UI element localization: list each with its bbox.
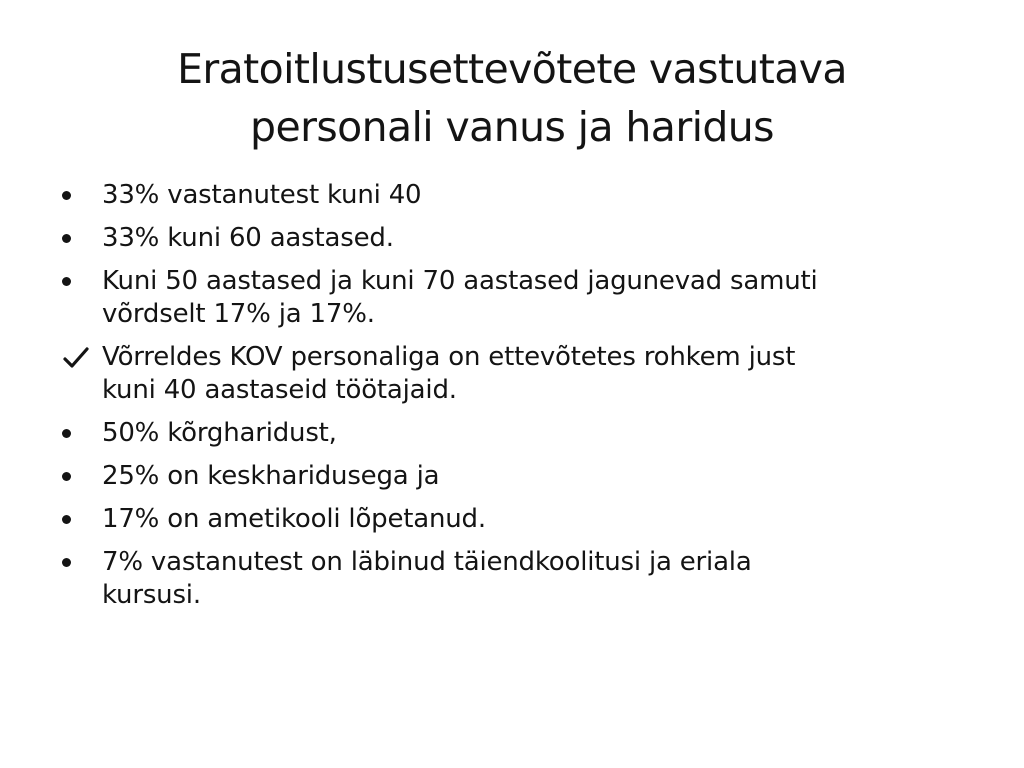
bullet-icon: [62, 265, 90, 298]
bullet-text: 17% on ametikooli lõpetanud.: [102, 504, 486, 534]
bullet-text: Võrreldes KOV personaliga on ettevõtetes rohkem just: [102, 342, 796, 372]
bullet-item: [62, 503, 972, 536]
bullet-icon: [62, 222, 90, 255]
bullet-item: [62, 546, 972, 612]
bullet-text: kursusi.: [102, 580, 201, 610]
title-line: Eratoitlustusettevõtete vastutava: [177, 45, 847, 93]
bullet-icon: [62, 179, 90, 212]
bullet-text: kuni 40 aastaseid töötajaid.: [102, 375, 457, 405]
bullet-icon: [62, 503, 90, 536]
bullet-icon: [62, 417, 90, 450]
bullet-text: 7% vastanutest on läbinud täiendkoolitusi ja eriala: [102, 547, 752, 577]
bullet-item: [62, 460, 972, 493]
bullet-text: 50% kõrgharidust,: [102, 418, 337, 448]
bullet-text: võrdselt 17% ja 17%.: [102, 299, 375, 329]
bullet-item: [62, 222, 972, 255]
checkmark-icon: [62, 341, 90, 374]
bullet-list: [62, 179, 972, 622]
bullet-text: 33% kuni 60 aastased.: [102, 223, 394, 253]
bullet-text: Kuni 50 aastased ja kuni 70 aastased jagunevad samuti: [102, 266, 818, 296]
slide-title: [60, 40, 964, 156]
bullet-item: [62, 265, 972, 331]
bullet-text: 33% vastanutest kuni 40: [102, 180, 422, 210]
bullet-item: [62, 179, 972, 212]
bullet-text: 25% on keskharidusega ja: [102, 461, 440, 491]
bullet-item: [62, 341, 972, 407]
bullet-item: [62, 417, 972, 450]
bullet-icon: [62, 546, 90, 579]
bullet-icon: [62, 460, 90, 493]
title-line: personali vanus ja haridus: [250, 103, 774, 151]
